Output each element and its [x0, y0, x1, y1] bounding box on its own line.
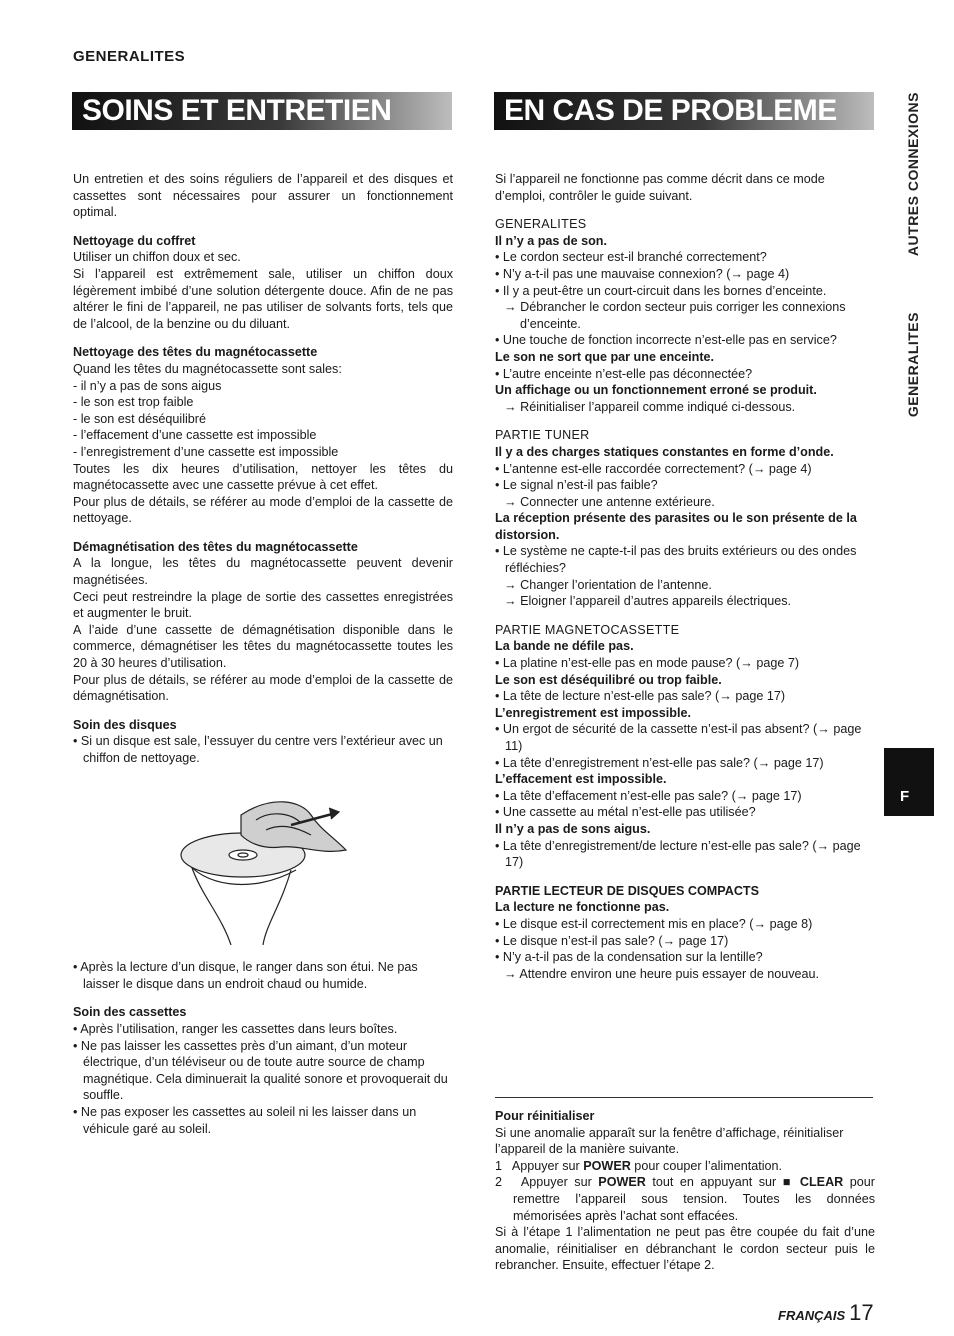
cd-heading: PARTIE LECTEUR DE DISQUES COMPACTS [495, 883, 760, 898]
side-tab-autres-connexions [905, 92, 931, 302]
banner-en-cas-de-probleme: EN CAS DE PROBLEME [494, 92, 874, 130]
action-item: → Changer l’orientation de l’antenne. [504, 577, 712, 592]
demag-text-4: Pour plus de détails, se référer au mode d’emploi de la cassette de démagnétisation. [73, 672, 453, 704]
list-item: - le son est déséquilibré [73, 411, 207, 426]
question-heading: La lecture ne fonctionne pas. [495, 900, 670, 915]
list-item: - l’enregistrement d’une cassette est impossible [73, 444, 339, 459]
step-number: 2 [495, 1175, 503, 1190]
demag-text-1: A la longue, les têtes du magnétocassette peuvent devenir magnétisées. [73, 556, 453, 588]
question-heading: Un affichage ou un fonctionnement erroné se produit. [495, 383, 817, 398]
question-heading: Le son est déséquilibré ou trop faible. [495, 672, 722, 687]
list-item: - le son est trop faible [73, 395, 194, 410]
left-column [73, 171, 453, 1137]
step-text: Appuyer sur [520, 1175, 599, 1190]
power-key-label: POWER [598, 1175, 646, 1190]
magneto-heading: PARTIE MAGNETOCASSETTE [495, 622, 680, 637]
footer-language: FRANÇAIS [778, 1308, 846, 1323]
list-item: • La tête d’effacement n’est-elle pas sale? (→ page 17) [495, 788, 802, 803]
list-item: • N’y a-t-il pas de la condensation sur la lentille? [495, 950, 763, 965]
list-item: • La tête d’enregistrement n’est-elle pas sale? (→ page 17) [495, 755, 824, 770]
tuner-heading: PARTIE TUNER [495, 428, 590, 443]
demag-text-3: A l’aide d’une cassette de démagnétisation disponible dans le commerce, démagnétiser les têtes du magnétocassette toutes les 20 à 30 heures d’utilisation. [73, 622, 453, 671]
list-item: • L’autre enceinte n’est-elle pas déconnectée? [495, 366, 753, 381]
intro-text: Si l’appareil ne fonctionne pas comme décrit dans ce mode d’emploi, contrôler le guide suivant. [495, 172, 825, 203]
list-item: • Le cordon secteur est-il branché correctement? [495, 250, 767, 265]
question-heading: Il n’y a pas de sons aigus. [495, 821, 651, 836]
language-tab [884, 748, 934, 816]
list-item: • Le disque est-il correctement mis en place? (→ page 8) [495, 916, 813, 931]
list-item: • Le disque n’est-il pas sale? (→ page 17) [495, 933, 729, 948]
reset-heading: Pour réinitialiser [495, 1109, 595, 1123]
side-tab-label: GENERALITES [905, 312, 921, 418]
page-footer [778, 1300, 874, 1326]
list-item: • Une touche de fonction incorrecte n’est-elle pas en service? [495, 333, 837, 348]
list-item: • Après l’utilisation, ranger les cassettes dans leurs boîtes. [73, 1021, 398, 1036]
step-text: pour remettre l’appareil sous tension. Toutes les données mémorisées après l’achat sont effacées. [513, 1175, 875, 1223]
list-item: • Le signal n’est-il pas faible? [495, 478, 658, 493]
question-heading: La bande ne défile pas. [495, 639, 634, 654]
list-item: - il n’y a pas de sons aigus [73, 378, 222, 393]
step-text: pour couper l’alimentation. [630, 1158, 783, 1173]
action-item: → Attendre environ une heure puis essayer de nouveau. [504, 966, 820, 981]
list-item: - l’effacement d’une cassette est impossible [73, 428, 317, 443]
tetes-text-2: Pour plus de détails, se référer au mode d’emploi de la cassette de nettoyage. [73, 494, 453, 526]
generalites-heading: GENERALITES [495, 217, 587, 232]
language-tab-label: F [900, 788, 910, 805]
list-item: • La tête de lecture n’est-elle pas sale? (→ page 17) [495, 689, 786, 704]
action-item: → Connecter une antenne extérieure. [504, 494, 715, 509]
question-heading: L’enregistrement est impossible. [495, 705, 691, 720]
tetes-intro: Quand les têtes du magnétocassette sont sales: [73, 361, 342, 376]
reset-intro: Si une anomalie apparaît sur la fenêtre d’affichage, réinitialiser l’appareil de la manière suivante. [495, 1125, 844, 1157]
list-item: • La platine n’est-elle pas en mode pause? (→ page 7) [495, 656, 800, 671]
list-item: • N’y a-t-il pas une mauvaise connexion? (→ page 4) [495, 266, 790, 281]
question-heading: Il y a des charges statiques constantes en forme d’onde. [495, 444, 834, 459]
disc-cleaning-illustration [171, 775, 371, 945]
step-number: 1 [495, 1158, 503, 1173]
reset-outro: Si à l’étape 1 l’alimentation ne peut pas être coupée du fait d’une anomalie, réinitialiser en débranchant le cordon secteur puis le rebrancher. Ensuite, effectuer l’étape 2. [495, 1225, 875, 1273]
list-item: • La tête d’enregistrement/de lecture n’est-elle pas sale? (→ page 17) [495, 838, 861, 870]
page-number: 17 [849, 1300, 874, 1325]
intro-text: Un entretien et des soins réguliers de l’appareil et des disques et cassettes sont nécessaires pour assurer un fonctionnement optimal. [73, 172, 453, 220]
question-heading: Il n’y a pas de son. [495, 233, 607, 248]
power-key-label: POWER [583, 1158, 631, 1173]
list-item: • Il y a peut-être un court-circuit dans les bornes d’enceinte. [495, 283, 827, 298]
banner-soins-entretien: SOINS ET ENTRETIEN [72, 92, 452, 130]
step-text: Appuyer sur [511, 1158, 584, 1173]
demag-heading: Démagnétisation des têtes du magnétocassette [73, 539, 358, 554]
section-label: GENERALITES [73, 48, 186, 65]
disques-heading: Soin des disques [73, 717, 177, 732]
side-tab-label: AUTRES CONNEXIONS [905, 92, 921, 257]
list-item: • Le système ne capte-t-il pas des bruits extérieurs ou des ondes réfléchies? [495, 544, 857, 576]
coffret-text-2: Si l’appareil est extrêmement sale, utiliser un chiffon doux légèrement imbibé d’une solution détergente douce. Afin de ne pas altérer le fini de l’appareil, ne pas utiliser de solvants forts, tels que de l’alcool, de la benzine ou du diluant. [73, 266, 453, 331]
list-item: • L’antenne est-elle raccordée correctement? (→ page 4) [495, 461, 812, 476]
action-item: → Eloigner l’appareil d’autres appareils électriques. [504, 594, 792, 609]
reset-section [495, 1097, 875, 1274]
question-heading: La réception présente des parasites ou le son présente de la distorsion. [495, 511, 857, 542]
question-heading: Le son ne sort que par une enceinte. [495, 349, 715, 364]
reset-step-1 [495, 1158, 875, 1175]
right-column [495, 171, 875, 982]
coffret-text-1: Utiliser un chiffon doux et sec. [73, 250, 241, 265]
list-item: • Une cassette au métal n’est-elle pas utilisée? [495, 805, 756, 820]
action-item: → Débrancher le cordon secteur puis corriger les connexions d’enceinte. [504, 300, 846, 331]
cassettes-heading: Soin des cassettes [73, 1005, 187, 1020]
side-tab-generalites [905, 312, 931, 452]
divider [495, 1097, 873, 1098]
list-item: • Après la lecture d’un disque, le ranger dans son étui. Ne pas laisser le disque dans un endroit chaud ou humide. [73, 960, 418, 991]
coffret-heading: Nettoyage du coffret [73, 233, 196, 248]
tetes-heading: Nettoyage des têtes du magnétocassette [73, 345, 318, 360]
tetes-text-1: Toutes les dix heures d’utilisation, nettoyer les têtes du magnétocassette avec une cassette prévue à cet effet. [73, 461, 453, 493]
clear-key-label: ■ CLEAR [782, 1175, 844, 1190]
question-heading: L’effacement est impossible. [495, 772, 667, 787]
action-item: → Réinitialiser l’appareil comme indiqué ci-dessous. [504, 399, 796, 414]
list-item: • Un ergot de sécurité de la cassette n’est-il pas absent? (→ page 11) [495, 722, 862, 753]
list-item: • Ne pas laisser les cassettes près d’un aimant, d’un moteur électrique, d’un téléviseur ou de toute autre source de champ magnétique. Cela diminuerait la qualité sonore et provoquerait du souffle. [73, 1038, 448, 1103]
reset-step-2 [495, 1174, 875, 1224]
list-item: • Ne pas exposer les cassettes au soleil ni les laisser dans un véhicule garé au soleil. [73, 1104, 417, 1136]
step-text: tout en appuyant sur [645, 1175, 783, 1190]
list-item: • Si un disque est sale, l’essuyer du centre vers l’extérieur avec un chiffon de nettoyage. [73, 734, 443, 765]
demag-text-2: Ceci peut restreindre la plage de sortie des cassettes enregistrées et augmenter le bruit. [73, 589, 453, 621]
